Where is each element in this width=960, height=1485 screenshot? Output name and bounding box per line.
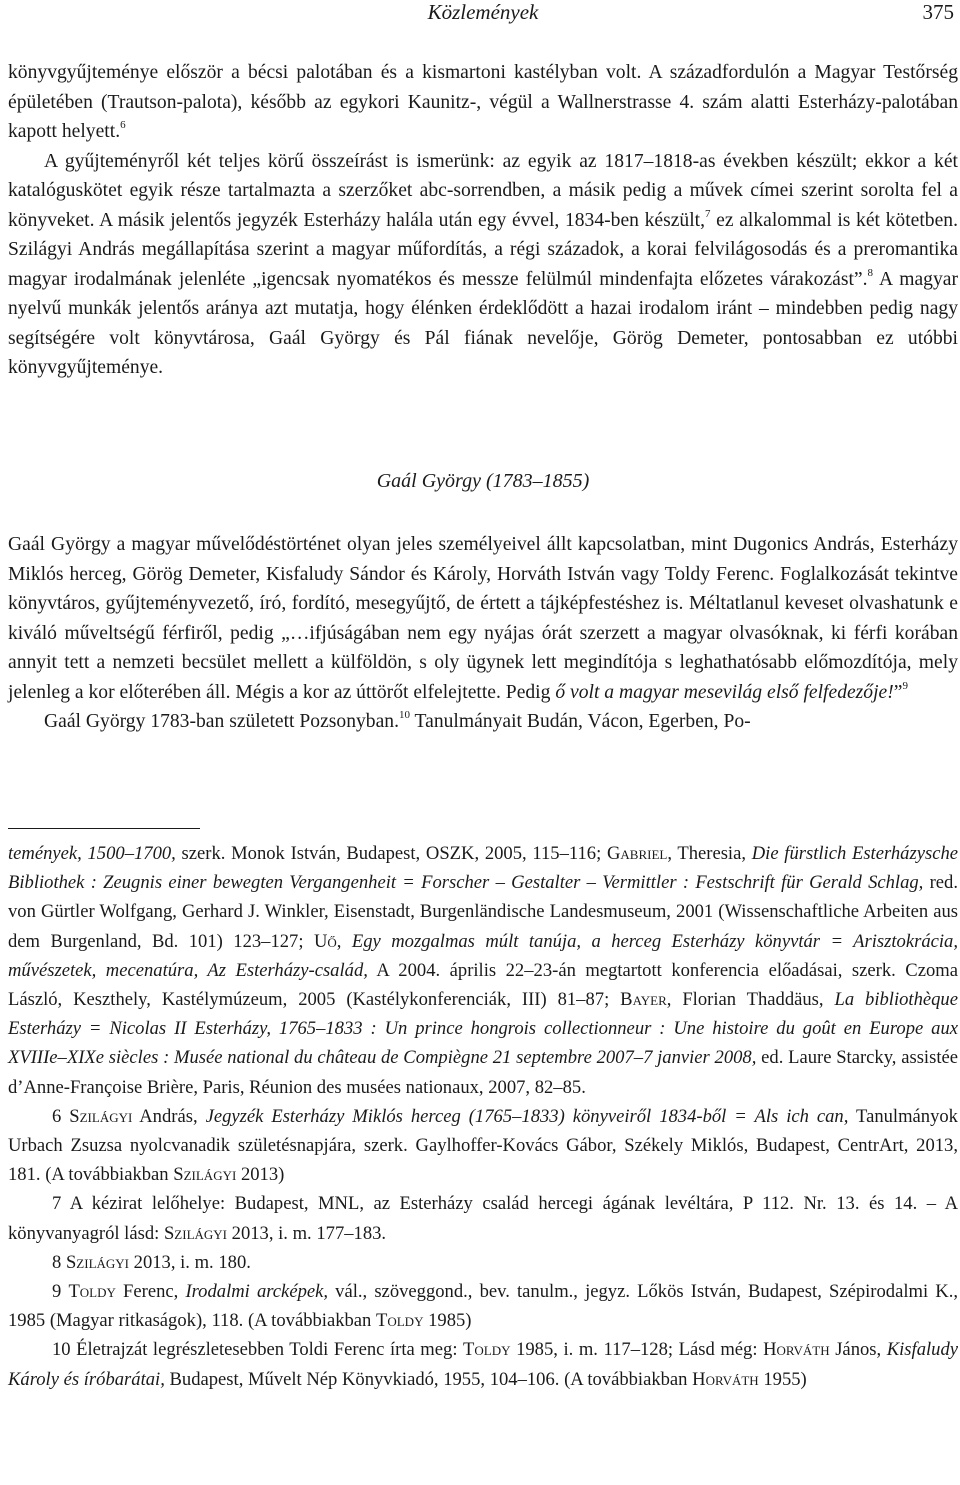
- footnote-8: 8 Szilágyi 2013, i. m. 180.: [52, 1251, 251, 1273]
- footnote-number: 7: [52, 1193, 62, 1215]
- footnote-number: 9: [52, 1281, 62, 1303]
- footnote-separator: [8, 828, 200, 829]
- main-text-top: [8, 58, 958, 383]
- section-heading: Gaál György (1783–1855): [376, 470, 590, 492]
- footnote-ref-7[interactable]: 7: [705, 207, 711, 220]
- paragraph-2: A gyűjteményről két teljes körű összeírást is ismerünk: az egyik az 1817–1818-as években készült; ekkor a két katalóguskötet egyik része tartalmazta a szerzőket abc-sorrendben, a másik pedig a művek címei szerint sorolta fel a könyveket. A másik jelentős jegyzék Esterházy halála után egy évvel, 1834-ben készült,$^7$ ez alkalommal is két kötetben. Szilágyi András megállapítása szerint a magyar műfordítás, a régi századok, a korai felvilágosodás és a preromantika magyar irodalmának jelenléte „igencsak nyomatékos és messze felülmúl mindenfajta előzetes várakozást”.$^8$ A magyar nyelvű munkák jelentős aránya azt mutatja, hogy élénken érdeklődött a hazai irodalom iránt – mindebben pedig nagy segítségére volt könyvtárosa, Gaál György és Pál fiának nevelője, Görög Demeter, pontosabban ez utóbbi könyvgyűjteménye.: [8, 150, 958, 378]
- paragraph-1: könyvgyűjteménye először a bécsi palotában és a kismartoni kastélyban volt. A századfordulón a Magyar Testőrség épületében (Trautson-palota), később az egykori Kaunitz-, végül a Wallnerstrasse 4. szám alatti Esterházy-palotában kapott helyett.$^6$: [8, 62, 958, 142]
- footnote-10: 10 Életrajzát legrészletesebben Toldi Ferenc írta meg: Toldy 1985, i. m. 117–128; Lásd még: Horváth János, Kisfaludy Károly és íróbarátai, Budapest, Művelt Nép Könyvkiadó, 1955, 104–106. (A továbbiakban Horváth 1955): [8, 1339, 959, 1390]
- footnote-ref-8[interactable]: 8: [867, 266, 874, 279]
- footnote-6: 6 Szilágyi András, Jegyzék Esterházy Miklós herceg (1765–1833) könyveiről 1834-ből = Als ich can, Tanulmányok Urbach Zsuzsa nyolcvanadik születésnapjára, szerk. Gaylhoffer-Kovács Gábor, Székely Miklós, Budapest, CentrArt, 2013, 181. (A továbbiakban Szilágyi 2013): [8, 1105, 958, 1186]
- footnote-number: 6: [52, 1105, 62, 1127]
- footnote-7: 7 A kézirat lelőhelye: Budapest, MNL, az Esterházy család hercegi ágának levéltára, P 112. Nr. 13. és 14. – A könyvanyagról lásd: Szilágyi 2013, i. m. 177–183.: [8, 1193, 958, 1244]
- footnote-ref-10[interactable]: 10: [398, 709, 410, 721]
- journal-title: Közlemények: [427, 0, 539, 24]
- page-number: 375: [922, 0, 954, 24]
- footnote-9: 9 Toldy Ferenc, Irodalmi arcképek, vál., szöveggond., bev. tanulm., jegyz. Lőkös István, Budapest, Szépirodalmi K., 1985 (Magyar ritkaságok), 118. (A továbbiakban Toldy 1985): [8, 1281, 958, 1332]
- footnote-ref-9[interactable]: 9: [902, 679, 908, 692]
- paragraph-3: Gaál György a magyar művelődéstörténet olyan jeles személyeivel állt kapcsolatban, mint Dugonics András, Esterházy Miklós herceg, Görög Demeter, Kisfaludy Sándor és Károly, Horváth István vagy Toldy Ferenc. Foglalkozását tekintve könyvtáros, gyűjteményvezető, író, fordító, mesegyűjtő, de értett a tájképfestéshez is. Méltatlanul keveset olvashatunk e kiváló műveltségű férfiről, pedig „…ifjúságában nem egy nyájas órát szerzett a magyar olvasóknak, ki férfi korában annyit tett a nemzeti becsület mellett a külföldön, s oly ügynek lett megindítója s leghathatósabb előmozdítója, mely jelenleg a kor előterében áll. Mégis a kor az úttörőt elfelejtette. Pedig ő volt a magyar mesevilág első felfedezője!”$^9$: [8, 534, 958, 703]
- main-text-section: [8, 530, 958, 737]
- footnote-ref-6[interactable]: 6: [120, 119, 126, 131]
- footnotes: [8, 839, 958, 1394]
- footnote-number: 8: [52, 1251, 62, 1273]
- footnote-continuation: temények, 1500–1700, szerk. Monok István, Budapest, OSZK, 2005, 115–116; Gabriel, Theresia, Die fürstlich Esterházysche Bibliothek : Zeugnis einer bewegten Vergangenheit = Forscher – Gestalter – Vermittler : Festschrift für Gerald Schlag, red. von Gürtler Wolfgang, Gerhard J. Winkler, Eisenstadt, Burgenländische Landesmuseum, 2001 (Wissenschaftliche Arbeiten aus dem Burgenland, Bd. 101) 123–127; Uő, Egy mozgalmas múlt tanúja, a herceg Esterházy könyvtár = Arisztokrácia, művészetek, mecenatúra, Az Esterházy-család, A 2004. április 22–23-án megtartott konferencia előadásai, szerk. Czoma László, Keszthely, Kastélymúzeum, 2005 (Kastélykonferenciák, III) 81–87; Bayer, Florian Thaddäus, La bibliothèque Esterházy = Nicolas II Esterházy, 1765–1833 : Un prince hongrois collectionneur : Une histoire du goût en Europe aux XVIIIe–XIXe siècles : Musée national du château de Compiègne 21 septembre 2007–7 janvier 2008, ed. Laure Starcky, assistée d’Anne-Françoise Brière, Paris, Réunion des musées nationaux, 2007, 82–85.: [8, 843, 958, 1098]
- running-header: [8, 0, 958, 26]
- footnote-number: 10: [52, 1339, 71, 1361]
- paragraph-4: Gaál György 1783-ban született Pozsonyban.$^{10}$ Tanulmányait Budán, Vácon, Egerben, Po-: [44, 709, 751, 732]
